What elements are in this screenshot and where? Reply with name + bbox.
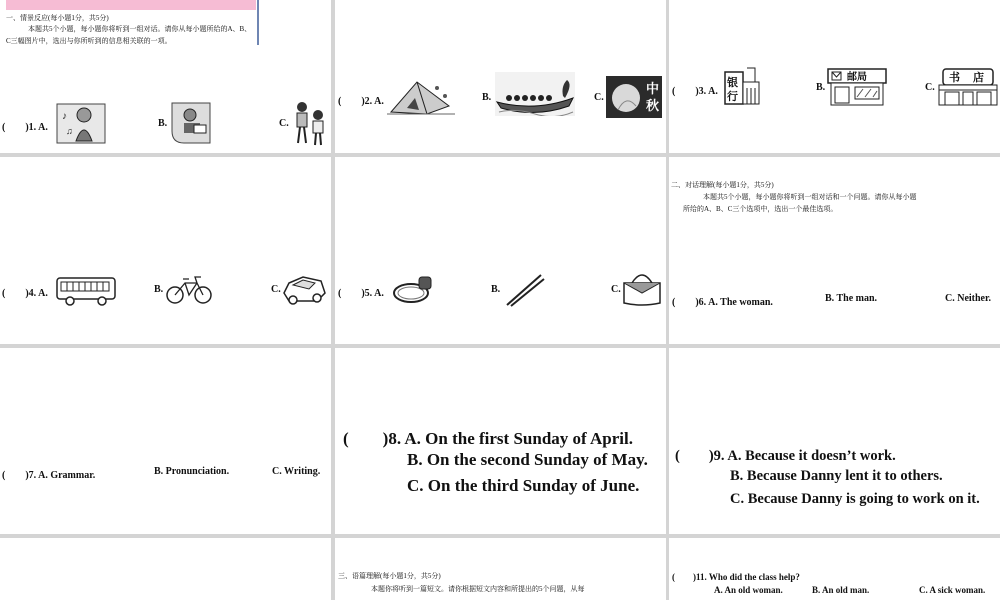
question-3-option-c: C.	[925, 82, 935, 93]
svg-text:♫: ♫	[66, 126, 73, 136]
handbag-picture	[622, 269, 662, 307]
bracelet-picture	[391, 273, 435, 307]
question-9-number: ( )9. A. Because it doesn’t work.	[675, 448, 896, 464]
boy-reading-picture	[170, 101, 212, 145]
question-4-option-c: C.	[271, 284, 281, 295]
question-8-number: ( )8. A. On the first Sunday of April.	[343, 429, 633, 448]
section-1-title: 一、情景反应(每小题1分，共5分)	[6, 14, 109, 22]
question-6-option-b: B. The man.	[825, 293, 878, 304]
question-5-option-c: C.	[611, 284, 621, 295]
section-2-instruction-line-2: 所给的A、B、C三个选项中，选出一个最佳选项。	[683, 205, 838, 213]
question-6-number: ( )6. A. The woman.	[672, 297, 773, 308]
panel-q11	[335, 538, 666, 600]
tent-picture	[387, 76, 455, 116]
question-5-option-b: B.	[491, 284, 501, 295]
question-8-option-b: B. On the second Sunday of May.	[407, 450, 648, 469]
panel-q4	[0, 157, 331, 344]
mooncake-char-2: 秋	[646, 98, 660, 113]
question-3-option-b: B.	[816, 82, 826, 93]
kids-playing-picture	[292, 99, 328, 147]
question-6-option-c: C. Neither.	[945, 293, 992, 304]
question-8-option-c: C. On the third Sunday of June.	[407, 476, 640, 495]
question-11-option-a: A. An old woman.	[714, 585, 783, 595]
panel-q8	[335, 348, 666, 534]
music-children-picture	[56, 101, 106, 145]
car-picture	[281, 271, 327, 307]
question-7-number: ( )7. A. Grammar.	[2, 470, 96, 481]
section-3-title: 三、语篇理解(每小题1分，共5分)	[338, 572, 441, 580]
question-5-number: ( )5. A.	[338, 288, 384, 299]
section-2-title: 二、对话理解(每小题1分，共5分)	[671, 181, 774, 189]
panel-q2	[335, 0, 666, 153]
bicycle-picture	[165, 273, 213, 305]
question-1-option-c: C.	[279, 118, 289, 129]
question-4-number: ( )4. A.	[2, 288, 48, 299]
panel-q5	[335, 157, 666, 344]
dragon-boat-picture	[495, 72, 575, 116]
instruction-line-2: C三幅图片中，选出与你所听到的信息相关联的一项。	[6, 37, 172, 45]
post-office-label: 邮局	[847, 72, 867, 83]
bookstore-char-2: 店	[973, 72, 984, 84]
question-11-option-b: B. An old man.	[812, 585, 870, 595]
question-1-number: ( )1. A.	[2, 122, 48, 133]
question-7-option-b: B. Pronunciation.	[154, 466, 230, 477]
section-1-instruction	[6, 23, 256, 47]
question-9-option-c: C. Because Danny is going to work on it.	[730, 491, 980, 507]
bus-picture	[56, 275, 118, 307]
post-office-picture	[827, 68, 887, 106]
question-9-option-b: B. Because Danny lent it to others.	[730, 468, 943, 484]
instruction-line-1: 本题共5个小题，每小题你将听到一组对话。请你从每小题所给的A、B、	[28, 25, 252, 33]
mooncake-char-1: 中	[646, 81, 660, 96]
bookstore-char-1: 书	[949, 72, 960, 84]
chopsticks-picture	[503, 271, 545, 307]
question-11-option-c: C. A sick woman.	[919, 585, 986, 595]
section-2-instruction-line-1: 本题共5个小题，每小题你将听到一组对话和一个问题。请你从每小题	[703, 193, 917, 201]
question-2-option-c: C.	[594, 92, 604, 103]
question-7-option-c: C. Writing.	[272, 466, 321, 477]
section-3-instruction: 本题你将听到一篇短文。请你根据短文内容和所提出的5个问题，从每	[371, 585, 585, 593]
pink-header-banner	[6, 0, 256, 10]
bank-char-1: 银	[727, 77, 738, 89]
question-2-option-b: B.	[482, 92, 492, 103]
question-3-number: ( )3. A.	[672, 86, 718, 97]
question-1-option-b: B.	[158, 118, 168, 129]
question-4-option-b: B.	[154, 284, 164, 295]
svg-text:♪: ♪	[62, 111, 67, 122]
bookstore-picture	[937, 68, 999, 106]
mid-autumn-picture	[606, 76, 662, 118]
panel-q1	[0, 0, 331, 153]
panel-q7	[0, 348, 331, 534]
panel-q12	[669, 538, 1000, 600]
section-2-instruction	[683, 191, 999, 215]
header-divider	[257, 0, 259, 45]
question-11-number: ( )11. Who did the class help?	[672, 572, 800, 582]
bank-char-2: 行	[727, 91, 738, 103]
panel-q9	[669, 348, 1000, 534]
panel-q3	[669, 0, 1000, 153]
question-2-number: ( )2. A.	[338, 96, 384, 107]
panel-q6	[669, 157, 1000, 344]
bank-picture	[723, 66, 761, 106]
panel-q10	[0, 538, 331, 600]
